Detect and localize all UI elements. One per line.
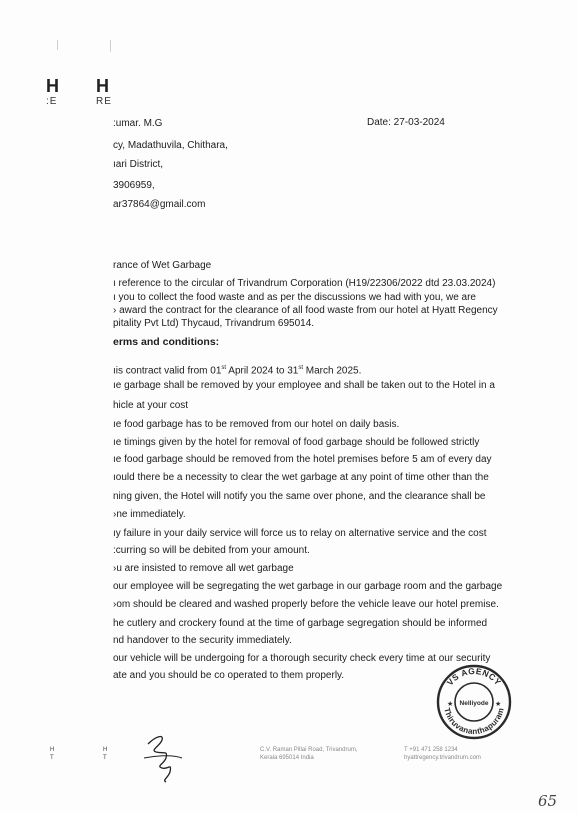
footer-logo-a-line: T	[50, 755, 54, 761]
term-line: ıe timings given by the hotel for removal of food garbage should be followed strictly	[113, 437, 480, 448]
intro-line: › award the contract for the clearance of all food waste from our hotel at Hyatt Regency	[113, 305, 498, 316]
stamp-bottom-text: Thiruvananthapuram	[442, 706, 506, 737]
letter-subject: rance of Wet Garbage	[113, 260, 212, 271]
footer-logo-b-line: T	[103, 755, 107, 761]
handwritten-page-number: 65	[538, 792, 558, 810]
letter-date: Date: 27-03-2024	[367, 117, 445, 128]
letterhead-logo-left-sub: :E	[46, 96, 58, 107]
footer-address-line: C.V. Raman Pillai Road, Trivandrum,	[260, 747, 358, 753]
recipient-line: :umar. M.G	[113, 118, 163, 129]
agency-stamp	[436, 664, 512, 740]
scan-mark	[110, 40, 111, 52]
intro-line: ı you to collect the food waste and as per the discussions we had with you, we are	[113, 292, 476, 303]
term-line: ıe food garbage has to be removed from our hotel on daily basis.	[113, 419, 400, 430]
contract-middle: April 2024 to 31	[226, 365, 299, 377]
term-line: ıe garbage shall be removed by your employee and shall be taken out to the Hotel in a	[113, 380, 495, 391]
term-line: ıe food garbage should be removed from the hotel premises before 5 am of every day	[113, 454, 492, 465]
term-line: ate and you should be co operated to them properly.	[113, 670, 345, 681]
recipient-line: cy, Madathuvila, Chithara,	[113, 140, 228, 151]
term-line: ›ne immediately.	[113, 509, 186, 520]
footer-logo-b	[103, 746, 107, 762]
stamp-top-text: VS AGENCY	[444, 665, 504, 688]
footer-contact	[404, 746, 481, 762]
term-line: nd handover to the security immediately.	[113, 635, 292, 646]
recipient-line: ıari District,	[113, 159, 163, 170]
footer-logo-b-line: H	[103, 747, 108, 753]
stamp-center-text: Nelliyode	[459, 700, 489, 707]
footer-address-line: Kerala 695014 India	[260, 755, 314, 761]
letterhead-logo-left: H	[46, 76, 59, 96]
star-icon: ★	[495, 701, 502, 708]
star-icon: ★	[447, 701, 454, 708]
handwritten-signature	[142, 732, 190, 784]
footer-phone: T +91 471 258 1234	[404, 747, 458, 753]
term-line: our employee will be segregating the wet garbage in our garbage room and the garbage	[113, 581, 503, 592]
contract-sup-2: st	[298, 365, 303, 371]
letterhead-logo-right-sub: RE	[96, 96, 112, 107]
term-line: ıould there be a necessity to clear the wet garbage at any point of time other than the	[113, 472, 489, 483]
term-line: ıy failure in your daily service will force us to relay on alternative service and the cost	[113, 528, 487, 539]
footer-website: hyattregency.trivandrum.com	[404, 755, 481, 761]
intro-line: ı reference to the circular of Trivandrum Corporation (H19/22306/2022 dtd 23.03.2024)	[113, 278, 496, 289]
letterhead-logo-right: H	[96, 76, 109, 96]
recipient-line: 3906959,	[113, 180, 155, 191]
term-line: hicle at your cost	[113, 400, 189, 411]
terms-heading: erms and conditions:	[113, 336, 220, 348]
scan-mark	[57, 40, 58, 50]
footer-logo-a-line: H	[50, 747, 55, 753]
footer-address	[260, 746, 358, 762]
contract-validity-line	[113, 362, 361, 377]
contract-suffix: March 2025.	[303, 365, 362, 377]
contract-prefix: ıis contract valid from 01	[113, 365, 222, 377]
stamp-seal-graphic	[436, 664, 512, 740]
term-line: ning given, the Hotel will notify you the same over phone, and the clearance shall be	[113, 491, 486, 502]
term-line: he cutlery and crockery found at the time of garbage segregation should be informed	[113, 618, 488, 629]
recipient-email: ar37864@gmail.com	[113, 199, 206, 210]
contract-sup-1: st	[221, 365, 227, 371]
footer-logo-a	[50, 746, 54, 762]
term-line: our vehicle will be undergoing for a thorough security check every time at our security	[113, 653, 491, 664]
intro-line: pitality Pvt Ltd) Thycaud, Trivandrum 695014.	[113, 318, 315, 329]
term-line: ›u are insisted to remove all wet garbage	[113, 563, 294, 574]
term-line: :curring so will be debited from your amount.	[113, 545, 310, 556]
term-line: ›om should be cleared and washed properly before the vehicle leave our hotel premise.	[113, 599, 499, 610]
